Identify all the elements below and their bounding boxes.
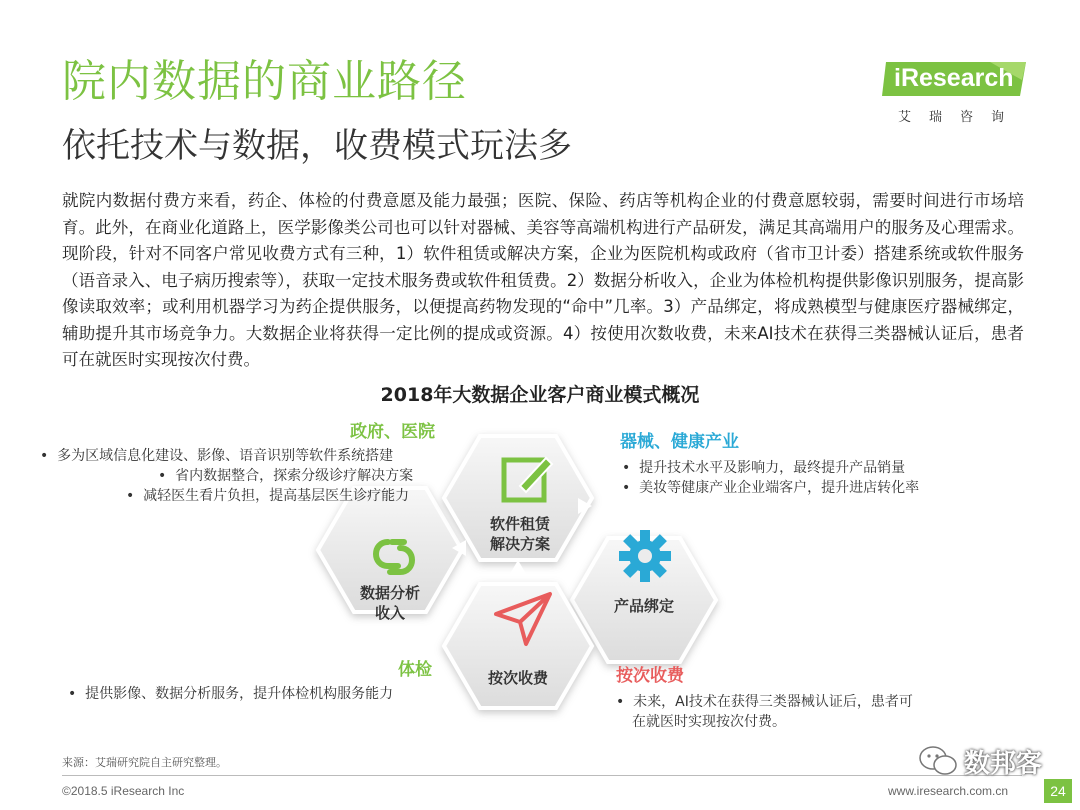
wechat-icon	[918, 744, 958, 778]
segment-bullet-gov-2: • 省内数据整合，探索分级诊疗解决方案	[158, 468, 414, 484]
segment-bullet-device-1: • 提升技术水平及影响力，最终提升产品销量	[622, 460, 906, 476]
segment-bullet-checkup-1: • 提供影像、数据分析服务，提升体检机构服务能力	[68, 686, 394, 702]
hex-software-line2: 解决方案	[490, 535, 551, 553]
hex-software-line1: 软件租赁	[490, 515, 551, 533]
copyright: ©2018.5 iResearch Inc	[62, 784, 185, 798]
hex-pay-label: 按次收费	[487, 669, 548, 687]
segment-heading-device: 器械、健康产业	[620, 432, 739, 452]
segment-bullet-gov-1: • 多为区域信息化建设、影像、语音识别等软件系统搭建	[40, 448, 394, 464]
segment-bullet-perpay-1: • 未来，AI技术在获得三类器械认证后，患者可	[616, 694, 913, 710]
bullet-text: 多为区域信息化建设、影像、语音识别等软件系统搭建	[57, 448, 394, 464]
segment-bullet-gov-3: • 减轻医生看片负担，提高基层医生诊疗能力	[126, 488, 410, 504]
logo-subtext: 艾瑞咨询	[898, 110, 1023, 125]
arrow-down	[510, 560, 526, 574]
hex-data-line1: 数据分析	[360, 584, 421, 602]
hex-product-label: 产品绑定	[613, 597, 674, 615]
hex-pay-per-use	[444, 584, 592, 708]
footer-divider	[62, 775, 1022, 776]
watermark	[918, 738, 1042, 784]
gear-icon	[619, 530, 671, 582]
logo-text: iResearch	[894, 64, 1014, 92]
hex-software-label	[490, 514, 551, 554]
bullet-text: 提升技术水平及影响力，最终提升产品销量	[639, 460, 906, 476]
segment-heading-checkup: 体检	[398, 660, 432, 680]
segment-heading-gov: 政府、医院	[350, 422, 435, 442]
bullet-text: 美妆等健康产业企业端客户，提升进店转化率	[639, 480, 920, 496]
segment-bullet-perpay-2: 在就医时实现按次付费。	[632, 714, 786, 730]
diagram-title: 2018年大数据企业客户商业模式概况	[380, 384, 700, 406]
page-subtitle: 依托技术与数据，收费模式玩法多	[62, 126, 572, 166]
page-number: 24	[1044, 779, 1072, 803]
watermark-text: 数邦客	[964, 748, 1043, 779]
source-note: 来源：艾瑞研究院自主研究整理。	[62, 756, 227, 769]
bullet-text: 未来，AI技术在获得三类器械认证后，患者可	[633, 694, 913, 710]
page-title: 院内数据的商业路径	[62, 56, 467, 107]
segment-heading-perpay: 按次收费	[616, 666, 684, 686]
bullet-text: 提供影像、数据分析服务，提升体检机构服务能力	[85, 686, 394, 702]
hex-data-line2: 收入	[374, 604, 405, 622]
hex-data-label	[360, 583, 420, 623]
body-paragraph: 就院内数据付费方来看，药企、体检的付费意愿及能力最强；医院、保险、药店等机构企业的付费意愿较弱，需要时间进行市场培育。此外，在商业化道路上，医学影像类公司也可以针对器械、美容等高端机构进行产品研发，满足其高端用户的服务及心理需求。现阶段，针对不同客户常见收费方式有三种，1）软件租赁或解决方案，企业为医院机构或政府（省市卫计委）搭建系统或软件服务（语音录入、电子病历搜索等），获取一定技术服务费或软件租赁费。2）数据分析收入，企业为体检机构提供影像识别服务，提高影像读取效率；或利用机器学习为药企提供服务，以便提高药物发现的“命中”几率。3）产品绑定，将成熟模型与健康医疗器械绑定，辅助提升其市场竞争力。大数据企业将获得一定比例的提成或资源。4）按使用次数收费，未来AI技术在获得三类器械认证后，患者可在就医时实现按次付费。	[62, 191, 1024, 369]
website-url: www.iresearch.com.cn	[888, 784, 1009, 798]
segment-bullet-device-2: • 美妆等健康产业企业端客户，提升进店转化率	[622, 480, 920, 496]
bullet-text: 省内数据整合，探索分级诊疗解决方案	[175, 468, 414, 484]
bullet-text: 减轻医生看片负担，提高基层医生诊疗能力	[143, 488, 410, 504]
